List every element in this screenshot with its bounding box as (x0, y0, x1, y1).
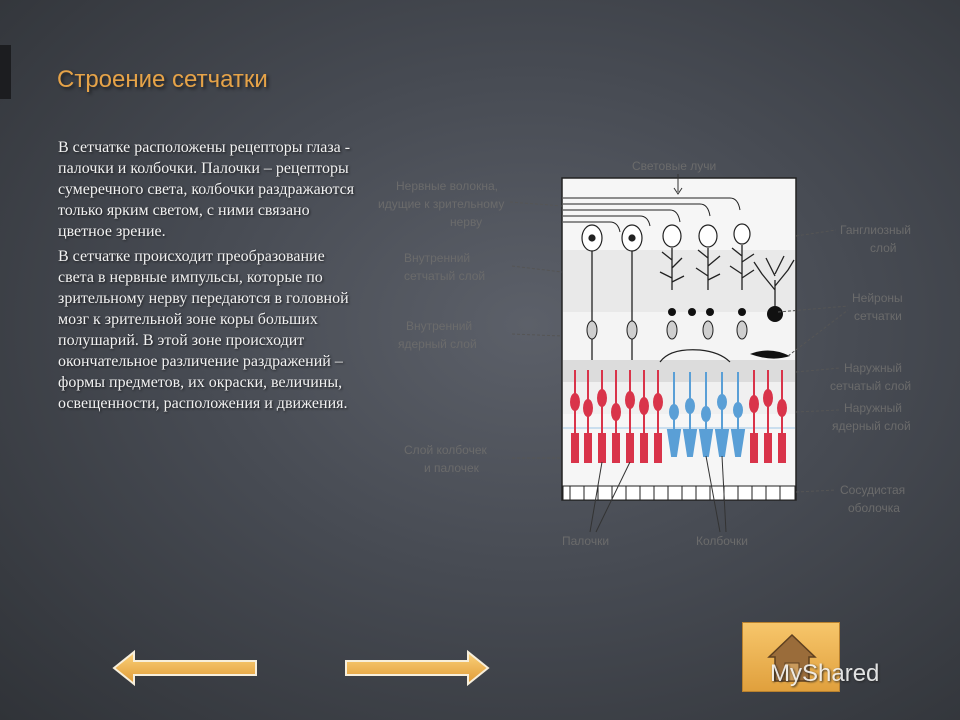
label-outer-nuc-2: ядерный слой (832, 419, 911, 433)
label-cones: Колбочки (696, 534, 748, 548)
label-photo-1: Слой колбочек (404, 443, 487, 457)
retina-diagram (370, 150, 950, 560)
label-inner-nuc-1: Внутренний (406, 319, 473, 333)
label-photo-2: и палочек (424, 461, 479, 475)
inner-plexiform-band (563, 250, 795, 312)
label-neurons-1: Нейроны (852, 291, 903, 305)
label-outer-nuc-1: Наружный (844, 401, 902, 415)
next-button[interactable] (344, 648, 490, 688)
label-fibers-1: Нервные волокна, (396, 179, 498, 193)
label-choroid-1: Сосудистая (840, 483, 906, 497)
arrow-right-icon (346, 652, 488, 684)
watermark: MyShared (770, 660, 880, 687)
paragraph-1: В сетчатке расположены рецепторы глаза - палочки и колбочки. Палочки – рецепторы сумеречного света, колбочки раздражаются только ярким светом, с ними связано цветное зрение. (58, 139, 355, 240)
left-leaders (510, 202, 562, 458)
label-choroid-2: оболочка (848, 501, 900, 515)
label-neurons-2: сетчатки (854, 309, 902, 323)
label-fibers-3: нерву (450, 215, 483, 229)
arrow-left-icon (114, 652, 256, 684)
label-inner-nuc-2: ядерный слой (398, 337, 477, 351)
label-outer-plex-2: сетчатый слой (830, 379, 912, 393)
outer-plexiform-band (563, 360, 795, 382)
title-bar (0, 45, 11, 99)
paragraph-2: В сетчатке происходит преобразование света в нервные импульсы, которые по зрительному нерву передаются в головной мозг к зрительной зоне коры больших полушарий. В этой зоне происходит окончательное различение раздражений – формы предметов, их окраски, величины, освещенности, расположения и движения. (58, 248, 349, 412)
label-fibers-2: идущие к зрительному (378, 197, 505, 211)
label-ganglion-2: слой (870, 241, 897, 255)
label-inner-plex-2: сетчатый слой (404, 269, 486, 283)
label-ganglion-1: Ганглиозный (840, 223, 911, 237)
slide-title: Строение сетчатки (57, 66, 268, 93)
prev-button[interactable] (112, 648, 258, 688)
label-outer-plex-1: Наружный (844, 361, 902, 375)
label-rods: Палочки (562, 534, 610, 548)
label-light-rays: Световые лучи (632, 159, 717, 173)
body-text (58, 137, 358, 418)
label-inner-plex-1: Внутренний (404, 251, 471, 265)
